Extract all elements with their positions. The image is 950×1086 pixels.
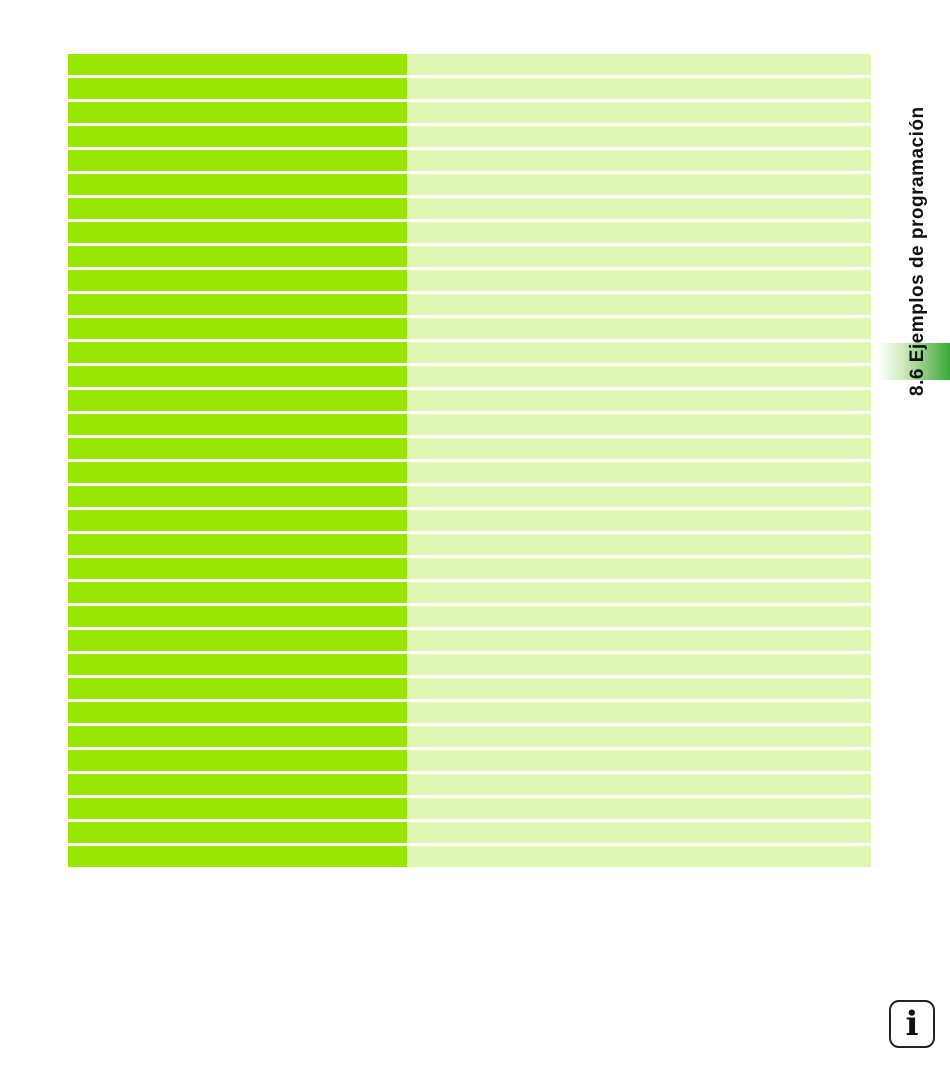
table-row bbox=[68, 222, 871, 243]
table-cell-left bbox=[68, 198, 407, 219]
table-cell-right bbox=[407, 750, 871, 771]
table-cell-left bbox=[68, 294, 407, 315]
table-row bbox=[68, 294, 871, 315]
table-cell-left bbox=[68, 606, 407, 627]
table-row bbox=[68, 270, 871, 291]
table-row bbox=[68, 78, 871, 99]
table-cell-right bbox=[407, 318, 871, 339]
table-cell-right bbox=[407, 222, 871, 243]
table-row bbox=[68, 630, 871, 651]
table-row bbox=[68, 822, 871, 843]
table-cell-left bbox=[68, 654, 407, 675]
table-cell-right bbox=[407, 54, 871, 75]
program-table bbox=[68, 54, 871, 867]
table-row bbox=[68, 702, 871, 723]
table-row bbox=[68, 582, 871, 603]
table-row bbox=[68, 846, 871, 867]
table-cell-left bbox=[68, 726, 407, 747]
table-cell-right bbox=[407, 126, 871, 147]
table-row bbox=[68, 414, 871, 435]
table-cell-right bbox=[407, 726, 871, 747]
table-cell-left bbox=[68, 126, 407, 147]
table-cell-left bbox=[68, 318, 407, 339]
table-cell-right bbox=[407, 822, 871, 843]
table-cell-left bbox=[68, 366, 407, 387]
table-cell-left bbox=[68, 822, 407, 843]
table-row bbox=[68, 150, 871, 171]
table-row bbox=[68, 438, 871, 459]
table-row bbox=[68, 774, 871, 795]
table-cell-right bbox=[407, 486, 871, 507]
table-cell-right bbox=[407, 654, 871, 675]
table-cell-left bbox=[68, 246, 407, 267]
table-cell-right bbox=[407, 606, 871, 627]
table-row bbox=[68, 798, 871, 819]
table-cell-left bbox=[68, 270, 407, 291]
table-cell-right bbox=[407, 438, 871, 459]
table-cell-right bbox=[407, 798, 871, 819]
table-row bbox=[68, 342, 871, 363]
table-row bbox=[68, 174, 871, 195]
table-cell-right bbox=[407, 558, 871, 579]
table-cell-right bbox=[407, 246, 871, 267]
table-row bbox=[68, 198, 871, 219]
info-icon-label: i bbox=[905, 1004, 919, 1044]
table-cell-left bbox=[68, 54, 407, 75]
table-row bbox=[68, 486, 871, 507]
table-cell-right bbox=[407, 270, 871, 291]
table-cell-left bbox=[68, 510, 407, 531]
table-cell-right bbox=[407, 198, 871, 219]
table-cell-right bbox=[407, 294, 871, 315]
table-row bbox=[68, 366, 871, 387]
table-cell-left bbox=[68, 582, 407, 603]
table-cell-left bbox=[68, 78, 407, 99]
table-cell-right bbox=[407, 462, 871, 483]
table-row bbox=[68, 726, 871, 747]
table-row bbox=[68, 318, 871, 339]
table-cell-left bbox=[68, 798, 407, 819]
table-row bbox=[68, 534, 871, 555]
table-cell-right bbox=[407, 390, 871, 411]
table-cell-right bbox=[407, 534, 871, 555]
table-cell-right bbox=[407, 846, 871, 867]
table-row bbox=[68, 654, 871, 675]
table-cell-left bbox=[68, 150, 407, 171]
section-title: 8.6 Ejemplos de programación bbox=[907, 106, 928, 396]
table-cell-right bbox=[407, 342, 871, 363]
table-row bbox=[68, 750, 871, 771]
table-cell-right bbox=[407, 102, 871, 123]
table-cell-left bbox=[68, 630, 407, 651]
table-row bbox=[68, 462, 871, 483]
table-cell-right bbox=[407, 702, 871, 723]
table-row bbox=[68, 678, 871, 699]
table-cell-left bbox=[68, 174, 407, 195]
table-cell-left bbox=[68, 342, 407, 363]
table-cell-right bbox=[407, 414, 871, 435]
table-row bbox=[68, 558, 871, 579]
table-row bbox=[68, 510, 871, 531]
table-row bbox=[68, 246, 871, 267]
table-cell-right bbox=[407, 630, 871, 651]
table-cell-left bbox=[68, 222, 407, 243]
table-cell-right bbox=[407, 366, 871, 387]
table-cell-left bbox=[68, 678, 407, 699]
table-row bbox=[68, 126, 871, 147]
table-row bbox=[68, 54, 871, 75]
table-cell-right bbox=[407, 78, 871, 99]
table-cell-right bbox=[407, 510, 871, 531]
table-cell-left bbox=[68, 414, 407, 435]
table-cell-left bbox=[68, 558, 407, 579]
table-cell-left bbox=[68, 846, 407, 867]
section-header bbox=[878, 40, 950, 400]
table-row bbox=[68, 390, 871, 411]
table-cell-left bbox=[68, 462, 407, 483]
table-cell-right bbox=[407, 774, 871, 795]
table-cell-left bbox=[68, 102, 407, 123]
table-cell-left bbox=[68, 750, 407, 771]
table-cell-left bbox=[68, 774, 407, 795]
table-cell-right bbox=[407, 678, 871, 699]
table-cell-left bbox=[68, 486, 407, 507]
table-row bbox=[68, 102, 871, 123]
table-cell-right bbox=[407, 150, 871, 171]
table-cell-left bbox=[68, 534, 407, 555]
table-cell-left bbox=[68, 390, 407, 411]
table-cell-left bbox=[68, 702, 407, 723]
info-icon[interactable] bbox=[889, 1000, 935, 1048]
table-row bbox=[68, 606, 871, 627]
table-cell-right bbox=[407, 174, 871, 195]
table-cell-right bbox=[407, 582, 871, 603]
table-cell-left bbox=[68, 438, 407, 459]
